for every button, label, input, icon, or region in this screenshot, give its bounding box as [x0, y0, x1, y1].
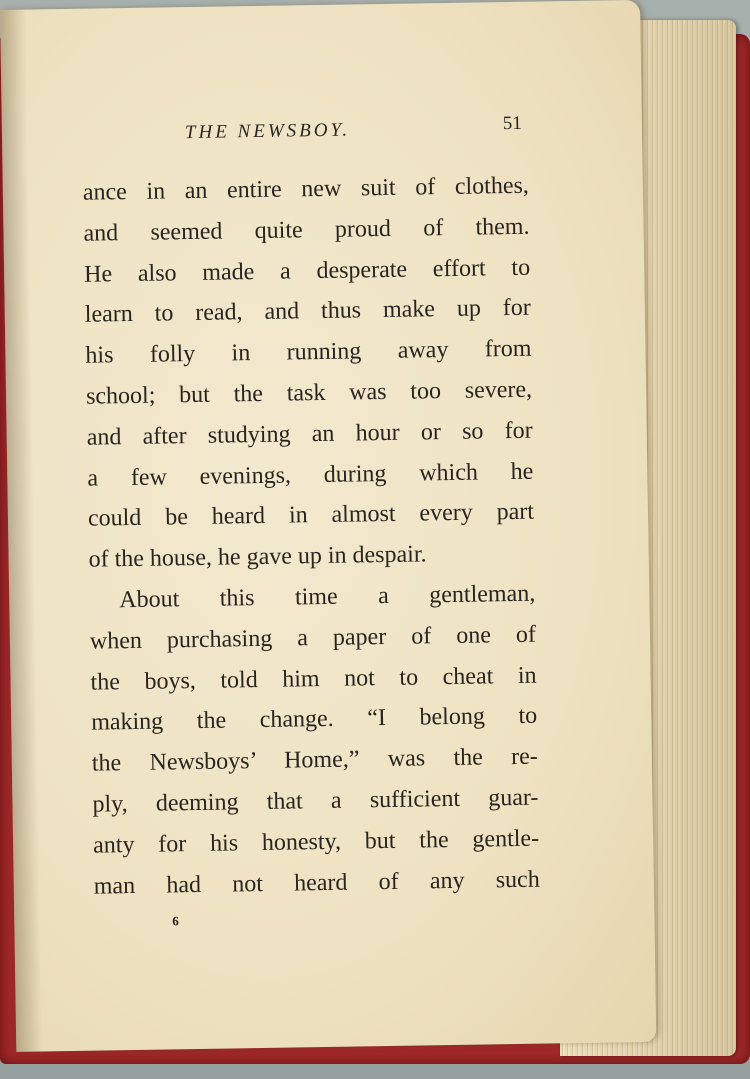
text-line: ply, deeming that a sufficient guar-: [92, 784, 539, 818]
text-line: He also made a desperate effort to: [83, 254, 531, 288]
text-line: of the house, he gave up in despair.: [88, 541, 427, 573]
running-head: [82, 112, 523, 154]
text-line: could be heard in almost every part: [87, 499, 535, 533]
text-line: ance in an entire new suit of clothes,: [82, 172, 530, 206]
signature-mark: 6: [172, 913, 179, 929]
page-number: 51: [502, 112, 523, 135]
text-line: man had not heard of any such: [93, 866, 540, 900]
text-line: the boys, told him not to cheat in: [90, 662, 537, 696]
text-line: school; but the task was too severe,: [85, 376, 533, 410]
text-line: when purchasing a paper of one of: [89, 621, 537, 655]
text-line: making the change. “I belong to: [91, 703, 538, 737]
running-head-title: THE NEWSBOY.: [184, 119, 351, 144]
text-line: anty for his honesty, but the gentle-: [92, 825, 540, 859]
text-line: a few evenings, during which he: [87, 458, 534, 492]
text-line: and after studying an hour or so for: [86, 417, 533, 451]
text-line: About this time a gentleman,: [119, 580, 536, 614]
text-line: his folly in running away from: [85, 335, 532, 369]
text-line: the Newsboys’ Home,” was the re-: [91, 743, 539, 777]
body-text: [83, 166, 540, 907]
text-line: learn to read, and thus make up for: [84, 295, 531, 329]
text-line: and seemed quite proud of them.: [83, 213, 530, 247]
